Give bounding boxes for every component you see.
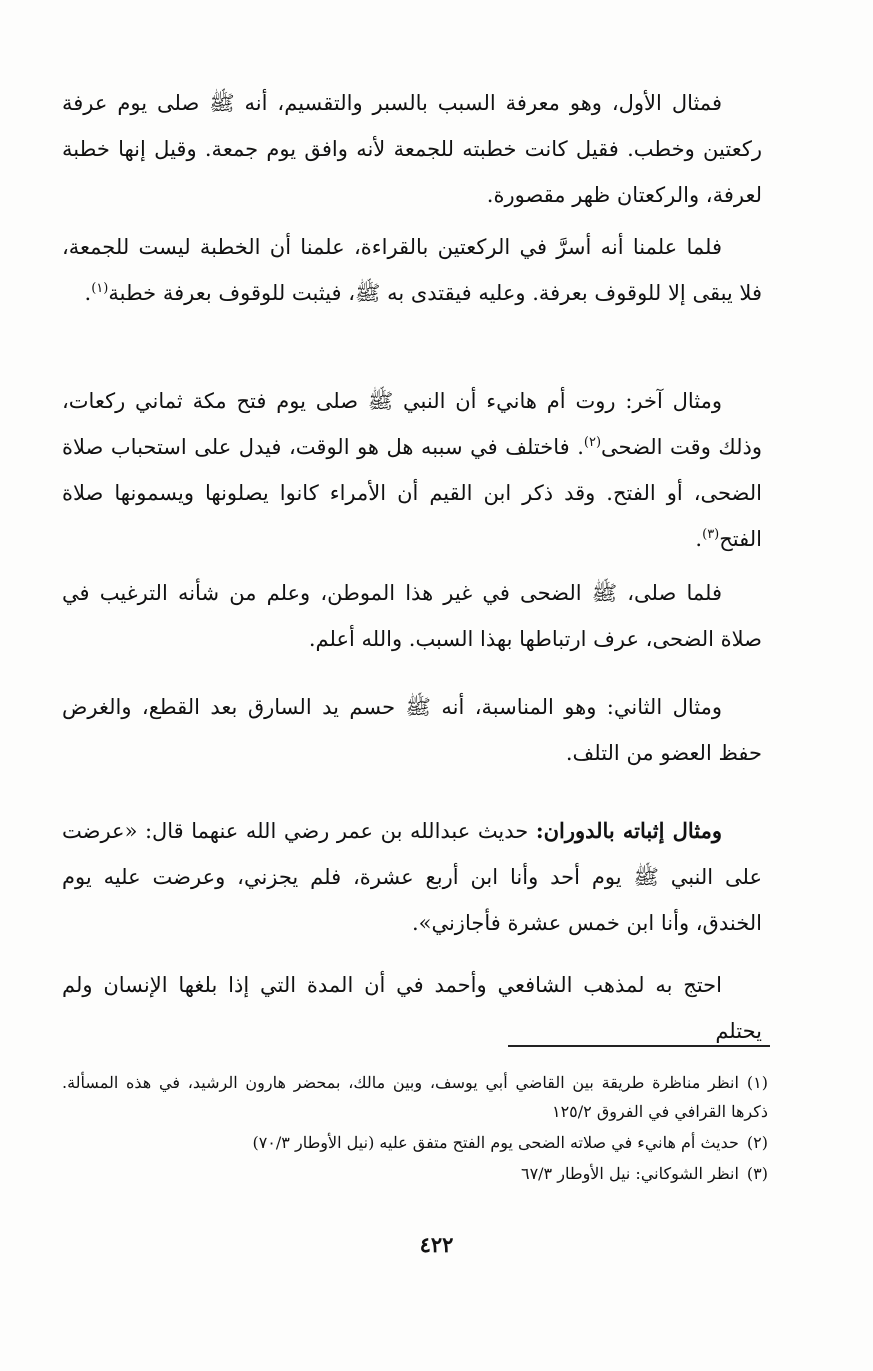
paragraph-text: . فاختلف في سببه هل هو الوقت، فيدل على استحباب صلاة الضحى، أو الفتح. وقد ذكر ابن القيم أن الأمراء كانوا يصلونها ويسمونها صلاة الفتح <box>62 435 762 551</box>
footnote-number: (٢) <box>746 1133 768 1152</box>
paragraph-text: فلما علمنا أنه أسرَّ في الركعتين بالقراءة، علمنا أن الخطبة ليست للجمعة، فلا يبقى إلا للوقوف بعرفة. وعليه فيقتدى به ﷺ، فيثبت للوقوف بعرفة خطبة <box>62 235 762 305</box>
section-lead: ومثال إثباته بالدوران: <box>535 818 722 843</box>
paragraph-text: احتج به لمذهب الشافعي وأحمد في أن المدة التي إذا بلغها الإنسان ولم يحتلم <box>62 973 762 1043</box>
paragraph-text: فلما صلى، ﷺ الضحى في غير هذا الموطن، وعلم من شأنه الترغيب في صلاة الضحى، عرف ارتباطها بهذا السبب. والله أعلم. <box>62 581 762 651</box>
footnote-number: (٣) <box>746 1164 768 1183</box>
footnote-text: انظر الشوكاني: نيل الأوطار ٦٧/٣ <box>520 1164 739 1183</box>
paragraph-text: ومثال آخر: روت أم هانيء أن النبي ﷺ صلى يوم فتح مكة ثماني ركعات، وذلك وقت الضحى <box>62 389 762 459</box>
paragraph-text: ومثال الثاني: وهو المناسبة، أنه ﷺ حسم يد السارق بعد القطع، والغرض حفظ العضو من التلف. <box>62 695 762 765</box>
footnote-marker: (٣) <box>702 527 720 542</box>
paragraph-2: فلما علمنا أنه أسرَّ في الركعتين بالقراءة، علمنا أن الخطبة ليست للجمعة، فلا يبقى إلا للوقوف بعرفة. وعليه فيقتدى به ﷺ، فيثبت للوقوف بعرفة خطبة$^{(١)}$. <box>62 235 762 305</box>
paragraph-5 <box>62 684 762 776</box>
paragraph-1 <box>62 80 762 218</box>
footnote-text: حديث أم هانيء في صلاته الضحى يوم الفتح متفق عليه (نيل الأوطار ٧٠/٣) <box>252 1133 739 1152</box>
paragraph-text: فمثال الأول، وهو معرفة السبب بالسبر والتقسيم، أنه ﷺ صلى يوم عرفة ركعتين وخطب. فقيل كانت خطبته للجمعة لأنه وافق يوم جمعة. وقيل إنها خطبة لعرفة، والركعتان ظهر مقصورة. <box>62 91 762 207</box>
paragraph-3: ومثال آخر: روت أم هانيء أن النبي ﷺ صلى يوم فتح مكة ثماني ركعات، وذلك وقت الضحى$^{(٢)}$. فاختلف في سببه هل هو الوقت، فيدل على استحباب صلاة الضحى، أو الفتح. وقد ذكر ابن القيم أن الأمراء كانوا يصلونها ويسمونها صلاة الفتح$^{(٣)}$. <box>62 389 762 551</box>
footnote-1 <box>62 1068 768 1126</box>
paragraph-7 <box>62 962 762 1054</box>
footnotes <box>62 1068 768 1190</box>
paragraph-4 <box>62 570 762 662</box>
footnote-marker: (١) <box>91 281 109 296</box>
paragraph-text: حديث عبدالله بن عمر رضي الله عنهما قال: «عرضت على النبي ﷺ يوم أحد وأنا ابن أربع عشرة، فلم يجزني، وعرضت عليه يوم الخندق، وأنا ابن خمس عشرة فأجازني». <box>62 819 762 935</box>
footnote-2 <box>62 1128 768 1157</box>
footnote-number: (١) <box>746 1073 768 1092</box>
paragraph-6 <box>62 808 762 946</box>
footnote-marker: (٢) <box>583 435 602 450</box>
footnote-text: انظر مناظرة طريقة بين القاضي أبي يوسف، وبين مالك، بمحضر هارون الرشيد، في هذه المسألة. ذكرها القرافي في الفروق ١٢٥/٢ <box>62 1073 768 1121</box>
page-number: ٤٢٢ <box>419 1232 454 1257</box>
footnote-3 <box>62 1159 768 1188</box>
footnote-separator <box>508 1045 770 1047</box>
